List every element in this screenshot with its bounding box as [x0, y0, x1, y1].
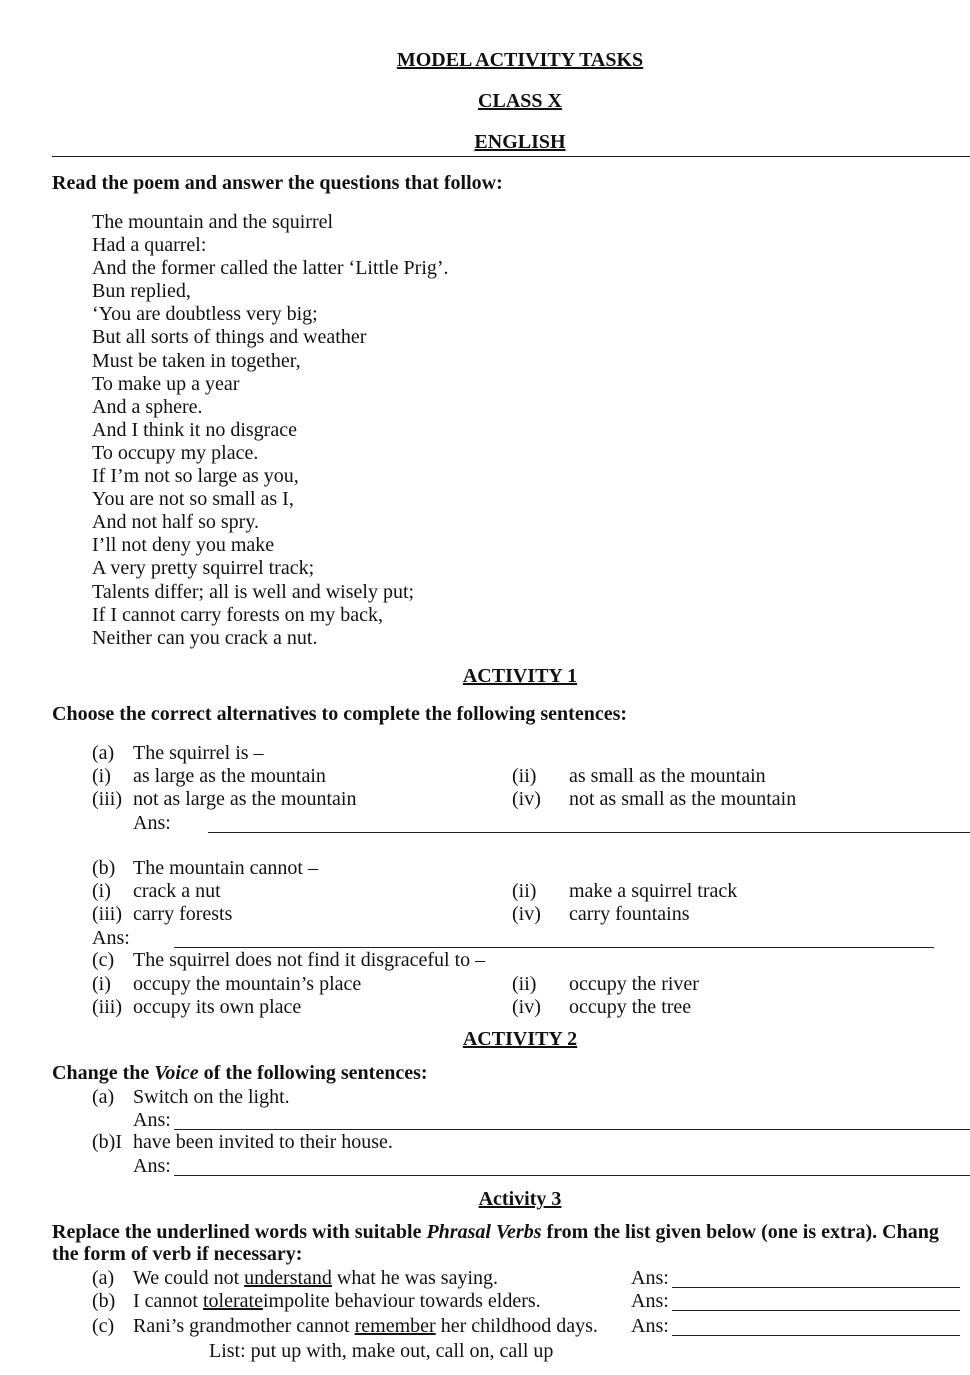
poem-line: To make up a year: [92, 372, 240, 395]
item-text: Switch on the light.: [133, 1086, 290, 1108]
answer-line[interactable]: [174, 947, 934, 948]
poem-line: If I cannot carry forests on my back,: [92, 603, 383, 626]
poem-line: Must be taken in together,: [92, 349, 301, 372]
option-num: (iv): [512, 903, 541, 925]
option-num: (ii): [512, 765, 537, 787]
answer-line[interactable]: [208, 832, 970, 833]
poem-line: If I’m not so large as you,: [92, 465, 299, 488]
option-text: crack a nut: [133, 880, 221, 902]
option-text: make a squirrel track: [569, 880, 738, 902]
answer-label: Ans:: [631, 1315, 669, 1337]
question-b-text: The mountain cannot –: [133, 857, 318, 879]
answer-line[interactable]: [174, 1175, 970, 1176]
answer-label: Ans:: [133, 1109, 171, 1131]
poem-line: And I think it no disgrace: [92, 418, 297, 441]
header-divider: [52, 156, 970, 157]
answer-line[interactable]: [672, 1335, 960, 1336]
activity1-heading: ACTIVITY 1: [462, 665, 578, 687]
option-num: (ii): [512, 973, 537, 995]
poem-line: Had a quarrel:: [92, 234, 207, 257]
option-text: carry forests: [133, 903, 233, 925]
poem-line: I’ll not deny you make: [92, 534, 275, 557]
poem-instruction: Read the poem and answer the questions that follow:: [52, 172, 503, 194]
item-text: We could not understand what he was saying.: [133, 1267, 498, 1289]
poem: [92, 211, 449, 650]
option-num: (iii): [92, 996, 122, 1018]
question-c-label: (c): [92, 949, 115, 971]
underlined-word: understand: [244, 1267, 332, 1289]
option-num: (iv): [512, 788, 541, 810]
option-text: as small as the mountain: [569, 765, 766, 787]
poem-line: Talents differ; all is well and wisely put;: [92, 580, 415, 603]
item-text: Rani’s grandmother cannot remember her childhood days.: [133, 1315, 598, 1337]
option-num: (ii): [512, 880, 537, 902]
activity2-instruction: Change the Voice of the following sentences:: [52, 1062, 428, 1084]
answer-line[interactable]: [672, 1310, 960, 1311]
item-label: (b): [92, 1290, 116, 1312]
option-text: as large as the mountain: [133, 765, 326, 787]
poem-line: And the former called the latter ‘Little Prig’.: [92, 257, 449, 280]
activity3-instruction-line2: the form of verb if necessary:: [52, 1243, 303, 1265]
option-num: (iv): [512, 996, 541, 1018]
option-num: (i): [92, 973, 111, 995]
option-text: not as small as the mountain: [569, 788, 797, 810]
poem-line: A very pretty squirrel track;: [92, 557, 315, 580]
item-label: (a): [92, 1086, 115, 1108]
poem-line: The mountain and the squirrel: [92, 211, 334, 233]
answer-label: Ans:: [133, 812, 171, 834]
poem-line: To occupy my place.: [92, 441, 259, 464]
poem-line: You are not so small as I,: [92, 488, 294, 511]
page-title: MODEL ACTIVITY TASKS: [396, 49, 644, 71]
poem-line: But all sorts of things and weather: [92, 326, 367, 349]
phrasal-verb-list: List: put up with, make out, call on, call up: [209, 1340, 554, 1362]
poem-line: ‘You are doubtless very big;: [92, 303, 318, 326]
underlined-word: tolerate: [202, 1290, 263, 1312]
question-a-label: (a): [92, 742, 115, 764]
subject-heading: ENGLISH: [474, 131, 566, 153]
item-label: (c): [92, 1315, 115, 1337]
question-a-text: The squirrel is –: [133, 742, 264, 764]
poem-line: Neither can you crack a nut.: [92, 626, 318, 649]
option-num: (iii): [92, 903, 122, 925]
option-num: (iii): [92, 788, 122, 810]
option-text: occupy the river: [569, 973, 699, 995]
answer-label: Ans:: [92, 927, 130, 949]
option-text: occupy the mountain’s place: [133, 973, 362, 995]
item-text: I cannot tolerateimpolite behaviour towards elders.: [133, 1290, 541, 1312]
poem-line: And not half so spry.: [92, 511, 260, 534]
answer-label: Ans:: [631, 1267, 669, 1289]
option-num: (i): [92, 765, 111, 787]
option-text: occupy its own place: [133, 996, 302, 1018]
underlined-word: remember: [354, 1315, 436, 1337]
question-c-text: The squirrel does not find it disgraceful to –: [133, 949, 486, 971]
option-text: not as large as the mountain: [133, 788, 357, 810]
option-num: (i): [92, 880, 111, 902]
option-text: occupy the tree: [569, 996, 692, 1018]
answer-label: Ans:: [631, 1290, 669, 1312]
item-text: have been invited to their house.: [133, 1131, 393, 1153]
item-label: (b)I: [92, 1131, 122, 1153]
question-b-label: (b): [92, 857, 116, 879]
option-text: carry fountains: [569, 903, 690, 925]
poem-line: Bun replied,: [92, 280, 191, 303]
poem-line: And a sphere.: [92, 395, 203, 418]
activity1-instruction: Choose the correct alternatives to complete the following sentences:: [52, 703, 628, 725]
activity3-heading: Activity 3: [478, 1188, 562, 1210]
activity3-instruction: Replace the underlined words with suitable Phrasal Verbs from the list given below (one is extra). Chang: [52, 1221, 939, 1243]
item-label: (a): [92, 1267, 115, 1289]
activity2-heading: ACTIVITY 2: [462, 1028, 578, 1050]
class-heading: CLASS X: [478, 90, 562, 112]
answer-line[interactable]: [672, 1287, 960, 1288]
answer-label: Ans:: [133, 1155, 171, 1177]
answer-line[interactable]: [174, 1129, 970, 1130]
